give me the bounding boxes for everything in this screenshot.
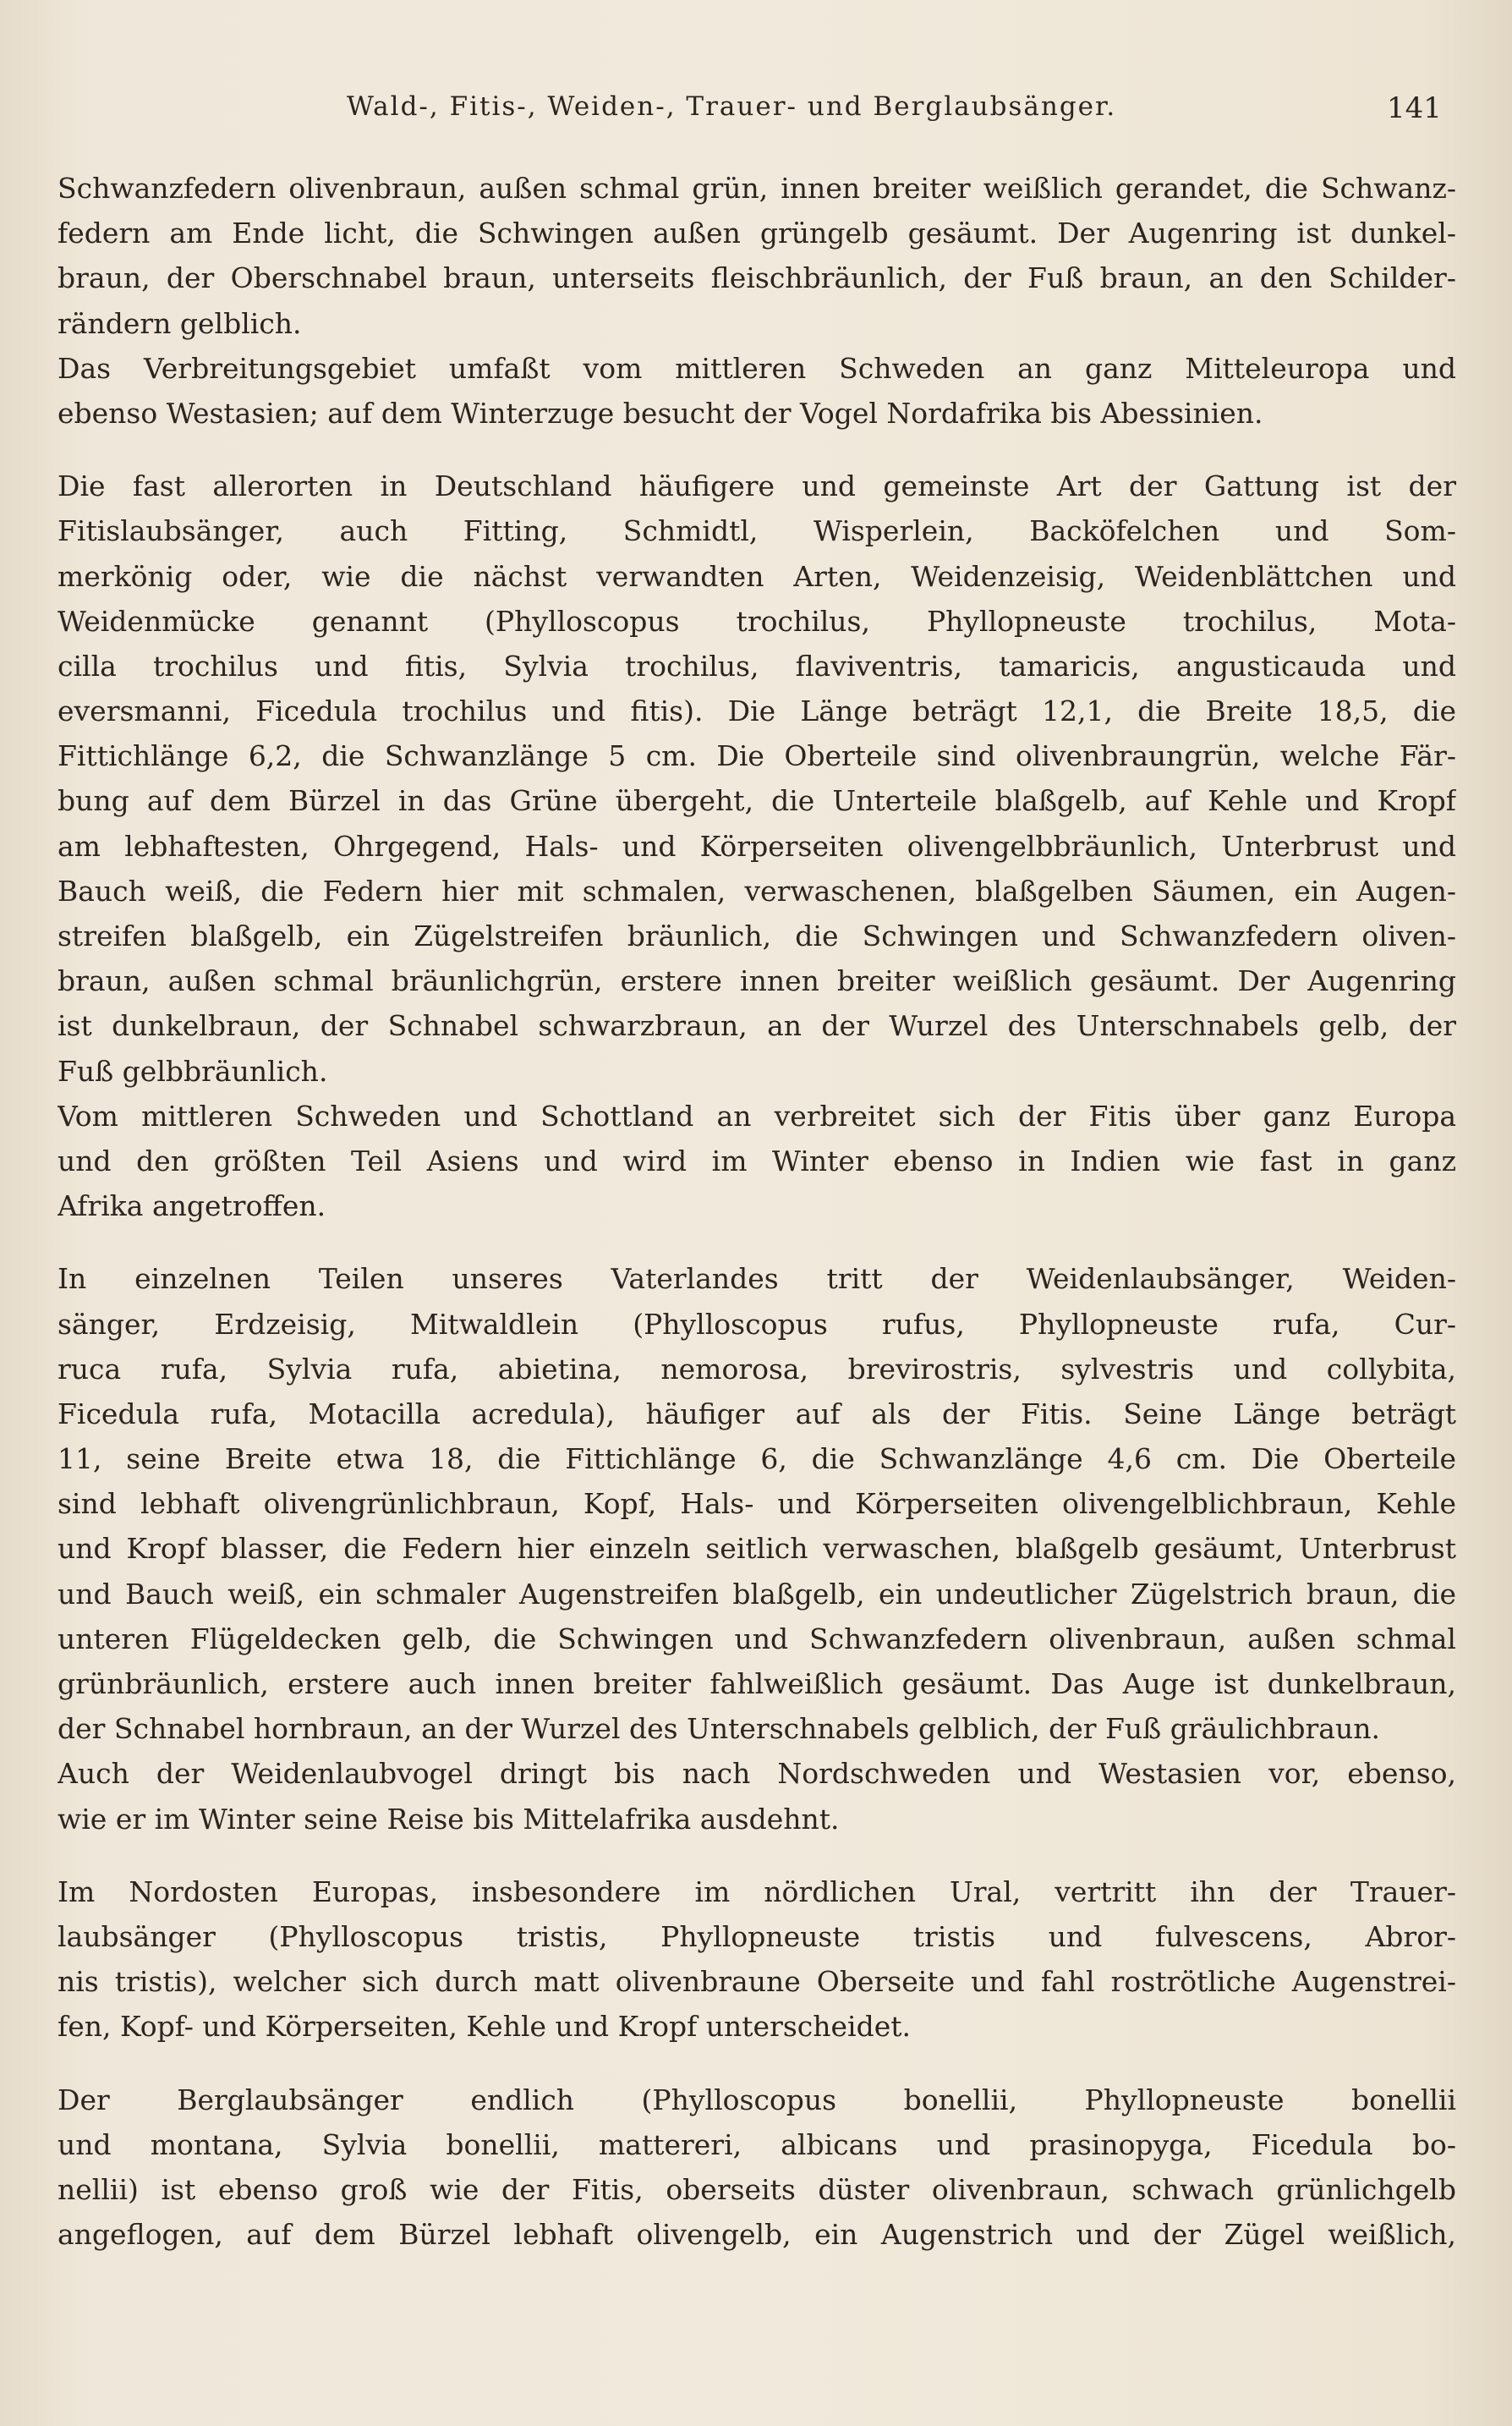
text-line: Auch der Weidenlaubvogel dringt bis nach Nordschweden und Westasien vor, ebenso,	[58, 1757, 1456, 1791]
text-line: sänger, Erdzeisig, Mitwaldlein (Phylloscopus rufus, Phyllopneuste rufa, Cur-	[58, 1307, 1456, 1341]
text-line: der Schnabel hornbraun, an der Wurzel des Unterschnabels gelblich, der Fuß gräulichbraun.	[58, 1712, 1380, 1746]
text-line: Vom mittleren Schweden und Schottland an verbreitet sich der Fitis über ganz Europa	[58, 1099, 1456, 1133]
text-line: bung auf dem Bürzel in das Grüne übergeht, die Unterteile blaßgelb, auf Kehle und Kropf	[58, 784, 1456, 818]
text-line: Fuß gelbbräunlich.	[58, 1054, 328, 1088]
text-line: braun, der Oberschnabel braun, unterseits fleischbräunlich, der Fuß braun, an den Schilder-	[58, 261, 1456, 295]
text-line: fen, Kopf- und Körperseiten, Kehle und Kropf unterscheidet.	[58, 2010, 912, 2044]
text-line: und montana, Sylvia bonellii, mattereri, albicans und prasinopyga, Ficedula bo-	[58, 2127, 1456, 2161]
text-line: rändern gelblich.	[58, 306, 302, 340]
text-line: Das Verbreitungsgebiet umfaßt vom mittleren Schweden an ganz Mitteleuropa und	[58, 351, 1456, 385]
text-line: streifen blaßgelb, ein Zügelstreifen bräunlich, die Schwingen und Schwanzfedern oliven-	[58, 919, 1456, 952]
text-line: und Kropf blasser, die Federn hier einzeln seitlich verwaschen, blaßgelb gesäumt, Unterbrust	[58, 1532, 1456, 1566]
text-line: Im Nordosten Europas, insbesondere im nördlichen Ural, vertritt ihn der Trauer-	[58, 1874, 1456, 1908]
text-line: Fittichlänge 6,2, die Schwanzlänge 5 cm. Die Oberteile sind olivenbraungrün, welche Fär-	[58, 739, 1456, 773]
text-line: unteren Flügeldecken gelb, die Schwingen und Schwanzfedern olivenbraun, außen schmal	[58, 1622, 1456, 1655]
paragraph	[58, 2077, 1456, 2258]
text-line: 11, seine Breite etwa 18, die Fittichlänge 6, die Schwanzlänge 4,6 cm. Die Oberteile	[58, 1442, 1456, 1476]
text-line: merkönig oder, wie die nächst verwandten Arten, Weidenzeisig, Weidenblättchen und	[58, 559, 1456, 593]
text-line: laubsänger (Phylloscopus tristis, Phyllopneuste tristis und fulvescens, Abror-	[58, 1919, 1456, 1953]
paragraph	[58, 1751, 1456, 1841]
paragraph-gap	[58, 1841, 1456, 1869]
paragraph	[58, 464, 1456, 1094]
text-line: Schwanzfedern olivenbraun, außen schmal grün, innen breiter weißlich gerandet, die Schwanz-	[58, 172, 1456, 205]
paragraph-gap	[58, 436, 1456, 464]
paragraph	[58, 1094, 1456, 1229]
text-line: Der Berglaubsänger endlich (Phylloscopus bonellii, Phyllopneuste bonellii	[58, 2083, 1456, 2116]
text-line: Bauch weiß, die Federn hier mit schmalen, verwaschenen, blaßgelben Säumen, ein Augen-	[58, 874, 1456, 908]
text-line: wie er im Winter seine Reise bis Mittelafrika ausdehnt.	[58, 1802, 840, 1836]
paragraph	[58, 1869, 1456, 2050]
text-line: und den größten Teil Asiens und wird im Winter ebenso in Indien wie fast in ganz	[58, 1144, 1456, 1177]
text-line: federn am Ende licht, die Schwingen außen grüngelb gesäumt. Der Augenring ist dunkel-	[58, 217, 1456, 250]
text-line: Afrika angetroffen.	[58, 1189, 326, 1223]
paragraph-gap	[58, 1228, 1456, 1256]
text-line: cilla trochilus und fitis, Sylvia trochilus, flaviventris, tamaricis, angusticauda und	[58, 649, 1456, 683]
text-line: ruca rufa, Sylvia rufa, abietina, nemorosa, brevirostris, sylvestris und collybita,	[58, 1352, 1456, 1386]
text-line: grünbräunlich, erstere auch innen breiter fahlweißlich gesäumt. Das Auge ist dunkelbraun,	[58, 1667, 1456, 1700]
text-line: ebenso Westasien; auf dem Winterzuge besucht der Vogel Nordafrika bis Abessinien.	[58, 396, 1263, 430]
text-line: Ficedula rufa, Motacilla acredula), häufiger auf als der Fitis. Seine Länge beträgt	[58, 1397, 1456, 1430]
text-line: nis tristis), welcher sich durch matt olivenbraune Oberseite und fahl roströtliche Augenstrei-	[58, 1965, 1456, 1999]
text-line: Fitislaubsänger, auch Fitting, Schmidtl, Wisperlein, Backöfelchen und Som-	[58, 514, 1456, 548]
paragraph-gap	[58, 2050, 1456, 2077]
running-title: Wald-, Fitis-, Weiden-, Trauer- und Berglaubsänger.	[347, 91, 1117, 122]
body-text	[58, 166, 1456, 2257]
text-line: nellii) ist ebenso groß wie der Fitis, oberseits düster olivenbraun, schwach grünlichgelb	[58, 2172, 1456, 2206]
text-line: Die fast allerorten in Deutschland häufigere und gemeinste Art der Gattung ist der	[58, 469, 1456, 503]
text-line: Weidenmücke genannt (Phylloscopus trochilus, Phyllopneuste trochilus, Mota-	[58, 604, 1456, 638]
text-line: eversmanni, Ficedula trochilus und fitis). Die Länge beträgt 12,1, die Breite 18,5, die	[58, 694, 1456, 728]
paragraph	[58, 166, 1456, 346]
text-line: braun, außen schmal bräunlichgrün, erstere innen breiter weißlich gesäumt. Der Augenring	[58, 964, 1456, 998]
page-header	[0, 91, 1512, 142]
paragraph	[58, 1256, 1456, 1751]
text-line: sind lebhaft olivengrünlichbraun, Kopf, Hals- und Körperseiten olivengelblichbraun, Kehle	[58, 1487, 1456, 1521]
text-line: und Bauch weiß, ein schmaler Augenstreifen blaßgelb, ein undeutlicher Zügelstrich braun, die	[58, 1577, 1456, 1611]
page-number: 141	[1387, 91, 1442, 125]
text-line: angeflogen, auf dem Bürzel lebhaft olivengelb, ein Augenstrich und der Zügel weißlich,	[58, 2218, 1456, 2252]
text-line: In einzelnen Teilen unseres Vaterlandes tritt der Weidenlaubsänger, Weiden-	[58, 1262, 1456, 1296]
text-line: ist dunkelbraun, der Schnabel schwarzbraun, an der Wurzel des Unterschnabels gelb, der	[58, 1009, 1456, 1043]
paragraph	[58, 346, 1456, 436]
text-line: am lebhaftesten, Ohrgegend, Hals- und Körperseiten olivengelbbräunlich, Unterbrust und	[58, 829, 1456, 863]
